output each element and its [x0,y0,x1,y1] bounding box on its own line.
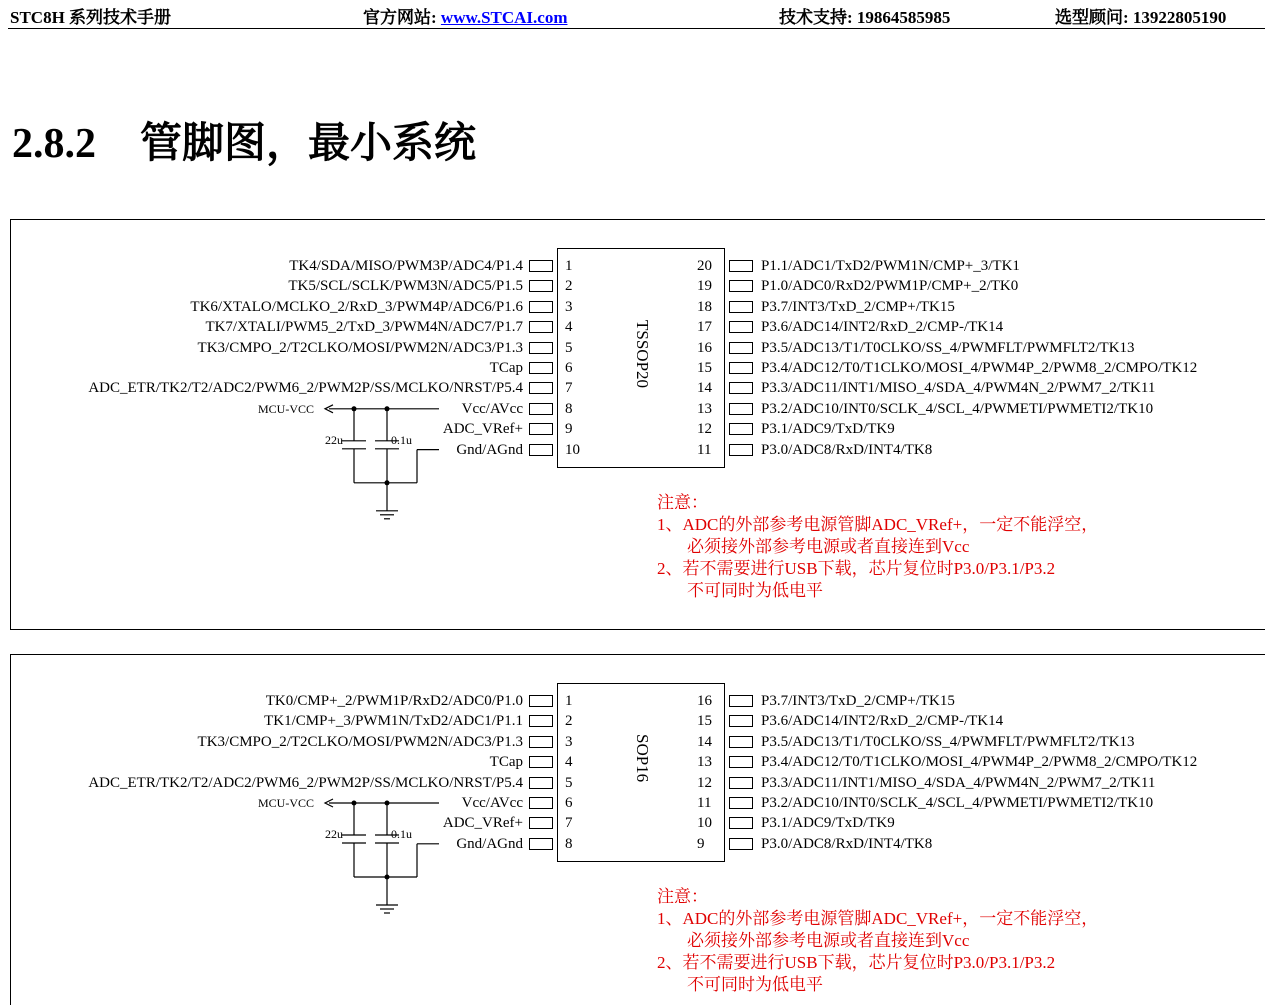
pin-number: 16 [697,693,712,709]
pin-number: 20 [697,258,712,274]
pin-label-right: P3.1/ADC9/TxD/TK9 [761,421,895,438]
pin-number: 9 [565,421,573,438]
section-heading [12,110,476,170]
pin-number: 17 [697,319,712,336]
pin-label-right: P3.5/ADC13/T1/T0CLKO/SS_4/PWMFLT/PWMFLT2/TK13 [761,733,1135,750]
pin-label-left: Gnd/AGnd [456,441,523,458]
pin-number: 7 [565,380,573,397]
pin-number: 8 [565,835,573,852]
pin-number: 10 [697,815,712,832]
notes-block [657,492,1098,602]
pin-label-left: TK6/XTALO/MCLKO_2/RxD_3/PWM4P/ADC6/P1.6 [190,298,523,315]
pin-number: 19 [697,278,712,295]
pin-number: 7 [565,815,573,832]
pin-number: 15 [697,360,712,376]
notes-title: 注意： [657,492,708,512]
note-2-cont: 不可同时为低电平 [687,974,823,994]
pin-number: 11 [697,795,712,811]
pin-label-left: TK1/CMP+_3/PWM1N/TxD2/ADC1/P1.1 [264,713,523,730]
pin-label-left: Vcc/AVcc [461,795,523,811]
pin-label-right: P3.6/ADC14/INT2/RxD_2/CMP-/TK14 [761,319,1004,336]
pin-label-right: P3.0/ADC8/RxD/INT4/TK8 [761,441,933,458]
package-name: TSSOP20 [633,319,652,388]
note-1-cont: 必须接外部参考电源或者直接连到Vcc [687,536,970,556]
pin-label-left: TK7/XTALI/PWM5_2/TxD_3/PWM4N/ADC7/P1.7 [205,319,523,336]
pin-number: 3 [565,733,573,750]
pin-label-right: P3.4/ADC12/T0/T1CLKO/MOSI_4/PWM4P_2/PWM8_2/CMPO/TK12 [761,754,1198,771]
pin-label-right: P3.1/ADC9/TxD/TK9 [761,815,895,832]
note-2: 2、若不需要进行USB下载，芯片复位时P3.0/P3.1/P3.2 [657,558,1056,578]
pin-number: 18 [697,298,712,315]
pin-label-left: ADC_VRef+ [442,421,523,438]
website-link[interactable]: www.STCAI.com [440,8,568,27]
pin-label-left: TK3/CMPO_2/T2CLKO/MOSI/PWM2N/ADC3/P1.3 [197,339,523,356]
pin-label-left: ADC_ETR/TK2/T2/ADC2/PWM6_2/PWM2P/SS/MCLKO/NRST/P5.4 [88,380,523,397]
pin-number: 15 [697,713,712,730]
pin-label-left: Gnd/AGnd [456,835,523,852]
pin-label-right: P3.2/ADC10/INT0/SCLK_4/SCL_4/PWMETI/PWMETI2/TK10 [761,400,1154,417]
pin-label-right: P3.2/ADC10/INT0/SCLK_4/SCL_4/PWMETI/PWMETI2/TK10 [761,795,1154,811]
note-2-cont: 不可同时为低电平 [687,580,823,600]
pin-label-right: P3.6/ADC14/INT2/RxD_2/CMP-/TK14 [761,713,1004,730]
support-phone: 技术支持: 19864585985 [779,8,951,27]
pin-number: 9 [697,835,705,852]
pin-number: 1 [565,693,573,709]
pin-label-right: P3.3/ADC11/INT1/MISO_4/SDA_4/PWM4N_2/PWM7_2/TK11 [761,774,1156,791]
pin-label-left: ADC_VRef+ [442,815,523,832]
pin-number: 5 [565,339,573,356]
section-number: 2.8.2 [12,121,96,167]
pin-label-left: ADC_ETR/TK2/T2/ADC2/PWM6_2/PWM2P/SS/MCLKO/NRST/P5.4 [88,774,523,791]
cap-22u-label: 22u [325,827,343,841]
section-title: 管脚图，最小系统 [140,121,477,167]
pin-label-right: P3.7/INT3/TxD_2/CMP+/TK15 [761,298,955,315]
notes-title: 注意： [657,886,708,906]
pin-label-right: P3.5/ADC13/T1/T0CLKO/SS_4/PWMFLT/PWMFLT2/TK13 [761,339,1135,356]
note-1: 1、ADC的外部参考电源管脚ADC_VRef+，一定不能浮空， [657,514,1099,534]
doc-title: STC8H 系列技术手册 [10,8,172,27]
pin-label-right: P1.0/ADC0/RxD2/PWM1P/CMP+_2/TK0 [761,278,1019,295]
header-rule [8,28,1265,29]
pin-number: 13 [697,754,712,771]
pin-label-left: Vcc/AVcc [461,400,523,417]
pin-number: 6 [565,360,573,376]
vcc-net-label: MCU-VCC [258,796,315,810]
pin-number: 16 [697,339,712,356]
vcc-net-label: MCU-VCC [258,401,315,416]
sop16-panel [10,654,1265,1005]
website [363,3,567,28]
cap-0.1u-label: 0.1u [391,432,412,447]
tssop20-panel [10,219,1265,630]
note-2: 2、若不需要进行USB下载，芯片复位时P3.0/P3.1/P3.2 [657,952,1056,972]
website-label: 官方网站: [363,8,441,27]
pin-label-right: P3.4/ADC12/T0/T1CLKO/MOSI_4/PWM4P_2/PWM8_2/CMPO/TK12 [761,360,1198,376]
sales-phone: 选型顾问: 13922805190 [1055,8,1227,27]
pin-label-right: P1.1/ADC1/TxD2/PWM1N/CMP+_3/TK1 [761,258,1020,274]
pin-number: 12 [697,421,712,438]
pin-number: 8 [565,400,573,417]
pin-label-left: TCap [489,754,523,771]
pin-number: 10 [565,441,580,458]
notes-block [657,886,1098,996]
cap-22u-label: 22u [325,432,343,447]
pin-label-right: P3.3/ADC11/INT1/MISO_4/SDA_4/PWM4N_2/PWM7_2/TK11 [761,380,1156,397]
pin-number: 2 [565,713,573,730]
pin-number: 1 [565,258,573,274]
pin-number: 4 [565,319,573,336]
pin-number: 14 [697,380,712,397]
pin-label-left: TK5/SCL/SCLK/PWM3N/ADC5/P1.5 [288,278,523,295]
package-name: SOP16 [633,734,652,783]
pin-number: 14 [697,733,712,750]
pin-label-left: TCap [489,360,523,376]
pin-number: 4 [565,754,573,771]
pin-label-right: P3.7/INT3/TxD_2/CMP+/TK15 [761,693,955,709]
pin-label-left: TK4/SDA/MISO/PWM3P/ADC4/P1.4 [289,258,523,274]
note-1: 1、ADC的外部参考电源管脚ADC_VRef+，一定不能浮空， [657,908,1099,928]
page-header [0,0,1265,30]
pin-number: 3 [565,298,573,315]
pin-number: 12 [697,774,712,791]
pin-number: 13 [697,400,712,417]
pin-number: 6 [565,795,573,811]
pin-number: 2 [565,278,573,295]
cap-0.1u-label: 0.1u [391,827,412,841]
pin-number: 11 [697,441,712,458]
pin-number: 5 [565,774,573,791]
pin-label-left: TK0/CMP+_2/PWM1P/RxD2/ADC0/P1.0 [265,693,523,709]
pin-label-left: TK3/CMPO_2/T2CLKO/MOSI/PWM2N/ADC3/P1.3 [197,733,523,750]
pin-label-right: P3.0/ADC8/RxD/INT4/TK8 [761,835,933,852]
note-1-cont: 必须接外部参考电源或者直接连到Vcc [687,930,970,950]
